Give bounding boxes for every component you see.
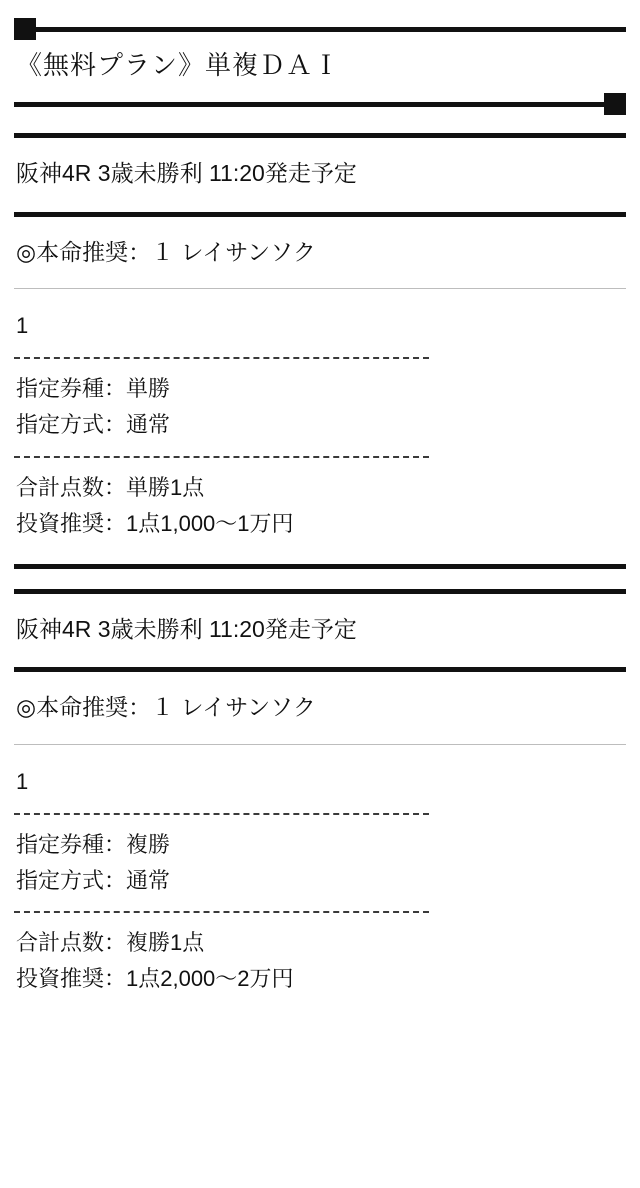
section-divider-thick — [14, 667, 626, 672]
section-divider-thin — [14, 288, 626, 289]
page-title: 《無料プラン》単複ＤＡＩ — [16, 50, 341, 80]
recommended-pick: ◎本命推奨：１ レイサンソク — [16, 238, 316, 265]
section-divider-thick — [14, 589, 626, 594]
section-divider-thick — [14, 212, 626, 217]
ticket-type: 指定券種：単勝 — [16, 376, 171, 402]
rule-line — [14, 27, 626, 32]
section-divider-dashed — [14, 911, 429, 913]
header-bottom-rule — [14, 93, 626, 115]
total-points: 合計点数：複勝1点 — [16, 930, 205, 956]
total-points: 合計点数：単勝1点 — [16, 474, 205, 500]
horse-number: 1 — [16, 313, 29, 339]
ticket-method: 指定方式：通常 — [16, 868, 171, 894]
section-divider-thick — [14, 133, 626, 138]
ticket-summary — [14, 925, 626, 997]
race-info: 阪神4R 3歳未勝利 11:20発走予定 — [16, 160, 357, 186]
ticket-details — [14, 827, 626, 899]
rule-line — [14, 102, 626, 107]
horse-number: 1 — [16, 769, 29, 795]
investment-advice: 投資推奨：1点1,000〜1万円 — [16, 510, 294, 536]
recommended-pick: ◎本命推奨：１ レイサンソク — [16, 694, 316, 721]
header-top-rule — [14, 18, 626, 40]
section-divider-dashed — [14, 813, 429, 815]
ticket-type: 指定券種：複勝 — [16, 832, 171, 858]
ticket-summary — [14, 470, 626, 542]
section-divider-thick — [14, 564, 626, 569]
section-divider-dashed — [14, 456, 429, 458]
investment-advice: 投資推奨：1点2,000〜2万円 — [16, 966, 294, 992]
section-divider-thin — [14, 744, 626, 745]
document-page — [0, 18, 640, 998]
ticket-details — [14, 371, 626, 443]
race-info: 阪神4R 3歳未勝利 11:20発走予定 — [16, 615, 357, 642]
section-divider-dashed — [14, 357, 429, 359]
ticket-method: 指定方式：通常 — [16, 412, 171, 438]
square-marker-right — [604, 93, 626, 115]
